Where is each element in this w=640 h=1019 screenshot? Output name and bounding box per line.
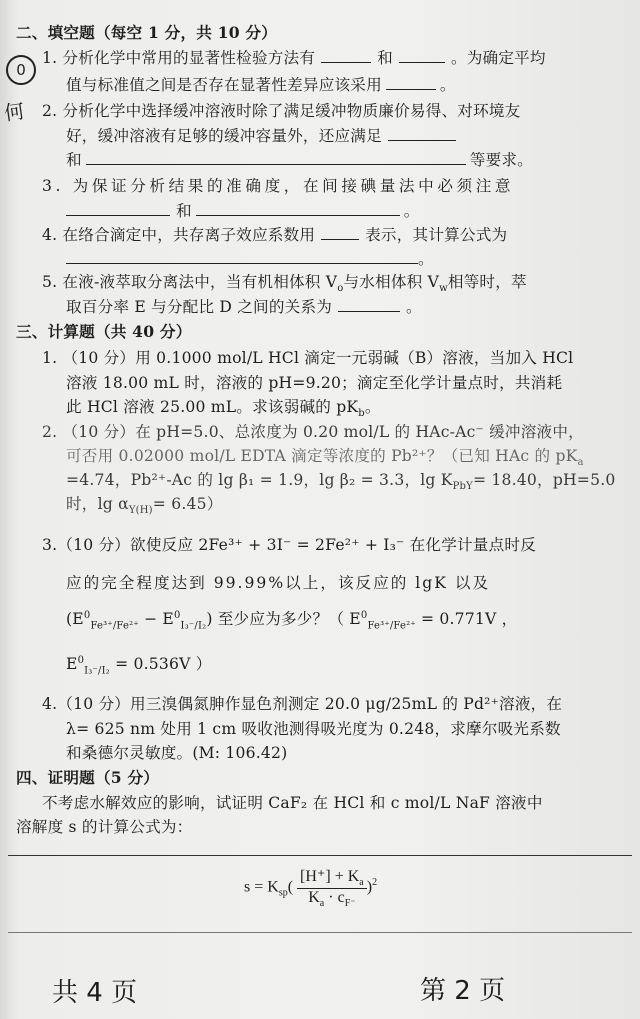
proof-line-1: 不考虑水解效应的影响，试证明 CaF₂ 在 HCl 和 c mol/L NaF 溶液中: [42, 794, 543, 812]
problem-3-1-line-1: 1. （10 分）用 0.1000 mol/L HCl 滴定一元弱碱（B）溶液，当加入 HCl: [42, 349, 574, 367]
problem-3-3-line-3: $(E^0_{Fe^{3+}/Fe^{2+}} - E^0_{I_3^-/I_2})$ 至少应为多少？（ $E^0_{Fe^{3+}/Fe^{2+}} = 0.771V$ ，: [66, 610, 518, 632]
page-bottom-line: [8, 932, 632, 933]
solubility-formula: $s = K_{sp}$( $\frac{[H^+] + K_a}{K_a \cdot c_{F^-}}$ )$^2$: [244, 868, 378, 910]
section-title-calculation: 三、计算题（共 40 分）: [16, 322, 192, 341]
problem-3-1-line-3: 此 HCl 溶液 25.00 mL。求该弱碱的 $pK_b$。: [66, 398, 381, 420]
question-2-2-line-3: 和 等要求。: [66, 151, 533, 169]
divider-line: [8, 855, 632, 856]
problem-3-3-line-2: 应的完全程度达到 99.99%以上，该反应的 lgK 以及: [66, 574, 491, 592]
problem-3-4-line-3: 和桑德尔灵敏度。(M: 106.42): [66, 744, 288, 762]
section-title-proof: 四、证明题（5 分）: [16, 768, 160, 787]
problem-3-2-line-2: 可否用 0.02000 mol/L EDTA 滴定等浓度的 Pb²⁺？（已知 HAc 的 $pK_a$: [66, 447, 584, 469]
problem-3-3-line-1: 3.（10 分）欲使反应 2Fe³⁺ + 3I⁻ = 2Fe²⁺ + I₃⁻ 在化学计量点时反: [42, 536, 536, 554]
handwritten-margin-note: 何: [2, 98, 26, 126]
total-pages-handwritten: 共 4 页: [52, 978, 138, 1008]
question-2-3-line-1: 3. 为保证分析结果的准确度，在间接碘量法中必须注意: [42, 177, 515, 195]
problem-3-4-line-1: 4.（10 分）用三溴偶氮胂作显色剂测定 20.0 μg/25mL 的 Pd²⁺溶液，在: [42, 695, 563, 713]
solubility-formula-fraction: $\frac{[H^+] + K_a}{K_a \cdot c_{F^-}}$: [297, 866, 367, 909]
question-2-3-line-2: 和 。: [66, 201, 420, 221]
handwritten-circle-mark: 0: [6, 55, 36, 85]
problem-3-2-line-1: 2. （10 分）在 pH=5.0、总浓度为 0.20 mol/L 的 HAc-Ac⁻ 缓冲溶液中，: [42, 423, 584, 441]
question-2-5-line-1: 5. 在液-液萃取分离法中，当有机相体积 $V_o$与水相体积 $V_w$相等时，萃: [42, 273, 527, 295]
question-2-4-line-1: 4. 在络合滴定中，共存离子效应系数用 表示，其计算公式为: [42, 226, 508, 244]
question-2-1-line-2: 值与标准值之间是否存在显著性差异应该采用 。: [66, 76, 456, 94]
question-2-2-line-1: 2. 分析化学中选择缓冲溶液时除了满足缓冲物质廉价易得、对环境友: [42, 102, 521, 120]
question-2-2-line-2: 好，缓冲溶液有足够的缓冲容量外，还应满足: [66, 126, 456, 146]
question-2-5-line-2: 取百分率 E 与分配比 D 之间的关系为 。: [66, 298, 422, 316]
problem-3-2-line-3: =4.74，Pb²⁺-Ac 的 lg β₁ = 1.9，lg β₂ = 3.3，$\lg K_{PbY}= 18.40$，pH=5.0: [66, 471, 616, 493]
problem-3-3-line-4: $E^0_{I_3^-/I_2} = 0.536V$ ）: [66, 655, 212, 677]
problem-3-2-line-4: 时，$\lg \alpha_{Y(H)}= 6.45$）: [66, 495, 223, 517]
question-2-1-line-1: 1. 分析化学中常用的显著性检验方法有 和 。为确定平均: [42, 49, 546, 67]
problem-3-4-line-2: λ= 625 nm 处用 1 cm 吸收池测得吸光度为 0.248，求摩尔吸光系数: [66, 720, 561, 738]
page-number-handwritten: 第 2 页: [420, 976, 506, 1006]
section-title-fill-in: 二、填空题（每空 1 分，共 10 分）: [16, 23, 277, 42]
problem-3-1-line-2: 溶液 18.00 mL 时，溶液的 pH=9.20；滴定至化学计量点时，共消耗: [66, 374, 563, 392]
proof-line-2: 溶解度 s 的计算公式为：: [16, 818, 193, 836]
question-2-4-line-2: 。: [66, 249, 434, 269]
